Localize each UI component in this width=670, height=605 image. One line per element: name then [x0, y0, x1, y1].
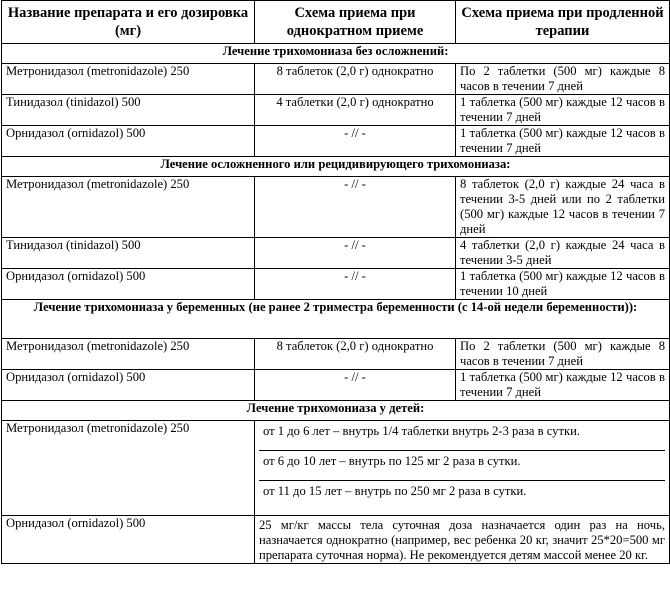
child-dose-cell	[255, 421, 670, 516]
header-row	[2, 1, 670, 44]
child-dose-age-11-15: от 11 до 15 лет – внутрь по 250 мг 2 раза в сутки.	[263, 484, 527, 498]
single-dose-cell: - // -	[255, 269, 456, 300]
table-row	[2, 126, 670, 157]
single-dose-cell: - // -	[255, 177, 456, 238]
drug-cell: Метронидазол (metronidazole) 250	[2, 64, 255, 95]
single-dose-cell: - // -	[255, 126, 456, 157]
section-row	[2, 401, 670, 421]
section-title-children: Лечение трихомониаза у детей:	[2, 401, 670, 421]
table-row	[2, 177, 670, 238]
extended-dose-cell: 1 таблетка (500 мг) каждые 12 часов в течении 7 дней	[456, 95, 670, 126]
child-dose-text: 25 мг/кг массы тела суточная доза назначается один раз на ночь, назначается однократно (например, вес ребенка 20 кг, значит 25*20=500 мг препарата суточная норма). Не рекомендуется детям массой менее 20 кг.	[255, 516, 670, 564]
extended-dose-cell: 1 таблетка (500 мг) каждые 12 часов в течении 7 дней	[456, 126, 670, 157]
drug-cell: Орнидазол (ornidazol) 500	[2, 516, 255, 564]
single-dose-cell: 4 таблетки (2,0 г) однократно	[255, 95, 456, 126]
section-title-complicated: Лечение осложненного или рецидивирующего трихомониаза:	[2, 157, 670, 177]
drug-cell: Метронидазол (metronidazole) 250	[2, 339, 255, 370]
single-dose-cell: - // -	[255, 238, 456, 269]
extended-dose-cell: 4 таблетки (2,0 г) каждые 24 часа в течении 3-5 дней	[456, 238, 670, 269]
extended-dose-cell: По 2 таблетки (500 мг) каждые 8 часов в течении 7 дней	[456, 339, 670, 370]
table-row	[2, 95, 670, 126]
table-row	[2, 64, 670, 95]
drug-cell: Метронидазол (metronidazole) 250	[2, 421, 255, 516]
section-title-pregnancy: Лечение трихомониаза у беременных (не ранее 2 триместра беременности (с 14-ой недели беременности)):	[2, 300, 670, 339]
child-dose-age-6-10: от 6 до 10 лет – внутрь по 125 мг 2 раза в сутки.	[259, 451, 665, 481]
table-row	[2, 339, 670, 370]
header-single: Схема приема при однократном приеме	[255, 1, 456, 44]
table-row	[2, 421, 670, 516]
section-row	[2, 157, 670, 177]
drug-cell: Орнидазол (ornidazol) 500	[2, 269, 255, 300]
header-drug: Название препарата и его дозировка (мг)	[2, 1, 255, 44]
drug-cell: Тинидазол (tinidazol) 500	[2, 95, 255, 126]
table-row	[2, 516, 670, 564]
section-title-uncomplicated: Лечение трихомониаза без осложнений:	[2, 44, 670, 64]
extended-dose-cell: По 2 таблетки (500 мг) каждые 8 часов в течении 7 дней	[456, 64, 670, 95]
single-dose-cell: - // -	[255, 370, 456, 401]
drug-cell: Орнидазол (ornidazol) 500	[2, 126, 255, 157]
child-dose-age-1-6: от 1 до 6 лет – внутрь 1/4 таблетки внутрь 2-3 раза в сутки.	[259, 421, 665, 451]
single-dose-cell: 8 таблеток (2,0 г) однократно	[255, 339, 456, 370]
section-row	[2, 44, 670, 64]
header-extended: Схема приема при продленной терапии	[456, 1, 670, 44]
table-row	[2, 238, 670, 269]
section-row	[2, 300, 670, 339]
drug-cell: Тинидазол (tinidazol) 500	[2, 238, 255, 269]
single-dose-cell: 8 таблеток (2,0 г) однократно	[255, 64, 456, 95]
drug-cell: Орнидазол (ornidazol) 500	[2, 370, 255, 401]
drug-cell: Метронидазол (metronidazole) 250	[2, 177, 255, 238]
extended-dose-cell: 1 таблетка (500 мг) каждые 12 часов в течении 10 дней	[456, 269, 670, 300]
extended-dose-cell: 8 таблеток (2,0 г) каждые 24 часа в течении 3-5 дней или по 2 таблетки (500 мг) каждые 12 часов в течении 7 дней	[456, 177, 670, 238]
table-row	[2, 370, 670, 401]
treatment-table	[1, 0, 670, 564]
extended-dose-cell: 1 таблетка (500 мг) каждые 12 часов в течении 7 дней	[456, 370, 670, 401]
table-row	[2, 269, 670, 300]
